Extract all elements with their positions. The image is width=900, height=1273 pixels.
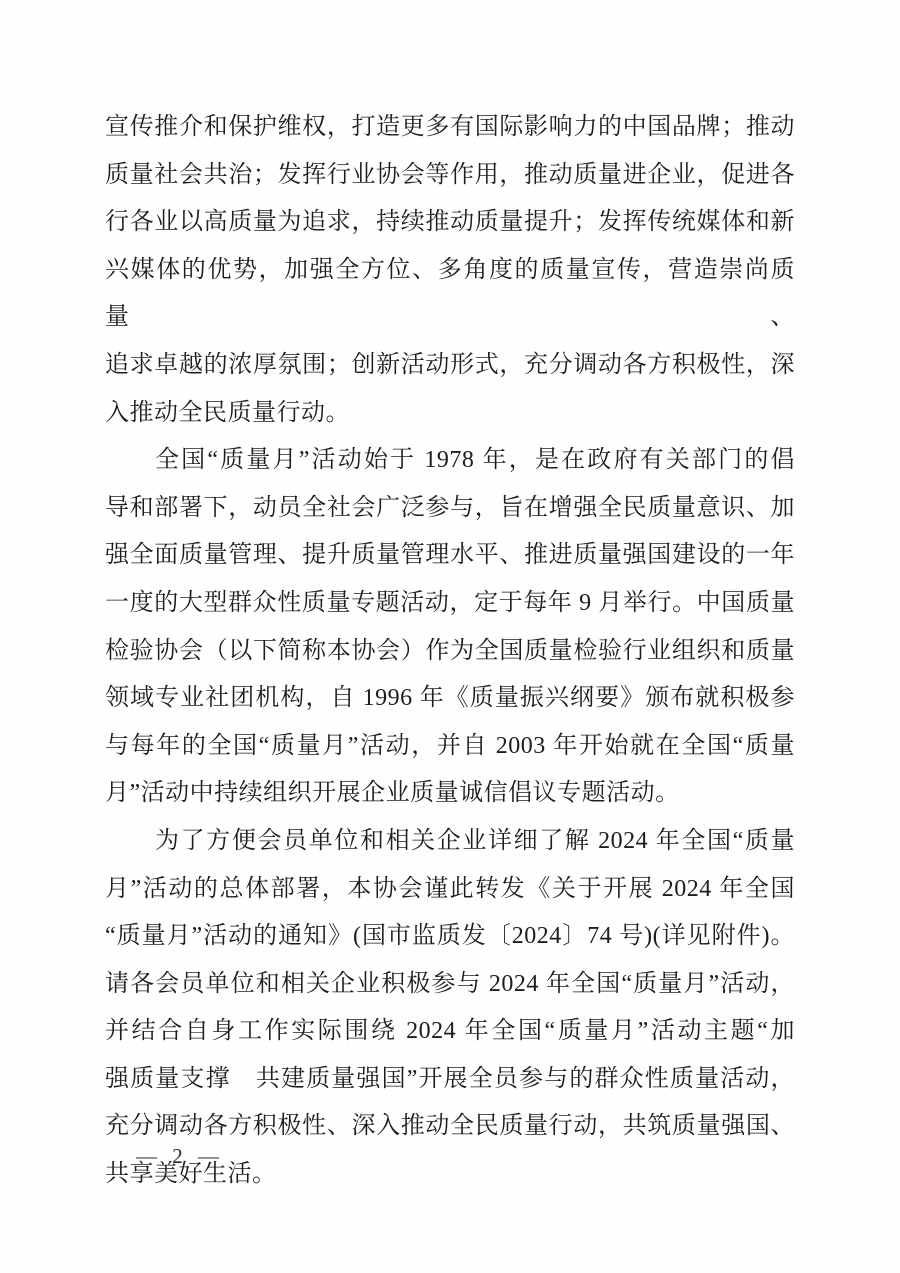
document-line: 追求卓越的浓厚氛围；创新活动形式，充分调动各方积极性，深: [105, 351, 795, 378]
document-line: “质量月”活动的通知》(国市监质发〔2024〕74 号)(详见附件)。: [105, 923, 795, 950]
document-line: 兴媒体的优势，加强全方位、多角度的质量宣传，营造崇尚质量、: [105, 256, 795, 331]
document-line: 质量社会共治；发挥行业协会等作用，推动质量进企业，促进各: [105, 161, 795, 188]
document-line: 领域专业社团机构，自 1996 年《质量振兴纲要》颁布就积极参: [105, 685, 795, 712]
document-line: 入推动全民质量行动。: [105, 399, 350, 426]
document-line: 一度的大型群众性质量专题活动，定于每年 9 月举行。中国质量: [105, 589, 795, 616]
document-line: 月”活动的总体部署，本协会谨此转发《关于开展 2024 年全国: [105, 875, 795, 902]
document-line: 强质量支撑 共建质量强国”开展全员参与的群众性质量活动，: [105, 1065, 795, 1092]
document-line: 导和部署下，动员全社会广泛参与，旨在增强全民质量意识、加: [105, 494, 795, 521]
document-line: 与每年的全国“质量月”活动，并自 2003 年开始就在全国“质量: [105, 732, 795, 759]
document-line: 请各会员单位和相关企业积极参与 2024 年全国“质量月”活动，: [105, 970, 795, 997]
document-line: 宣传推介和保护维权，打造更多有国际影响力的中国品牌；推动: [105, 114, 795, 140]
document-line: 充分调动各方积极性、深入推动全民质量行动，共筑质量强国、: [105, 1113, 795, 1140]
document-line: 月”活动中持续组织开展企业质量诚信倡议专题活动。: [105, 780, 680, 807]
document-line: 强全面质量管理、提升质量管理水平、推进质量强国建设的一年: [105, 542, 795, 569]
document-line: 检验协会（以下简称本协会）作为全国质量检验行业组织和质量: [105, 637, 795, 664]
page-number: — 2 —: [136, 1144, 224, 1168]
document-line: 并结合自身工作实际围绕 2024 年全国“质量月”活动主题“加: [105, 1018, 795, 1045]
document-body: [105, 104, 795, 1199]
document-line: 行各业以高质量为追求，持续推动质量提升；发挥传统媒体和新: [105, 209, 795, 236]
document-line: 共享美好生活。: [105, 1161, 277, 1188]
document-line: 为了方便会员单位和相关企业详细了解 2024 年全国“质量: [155, 827, 795, 854]
document-line: 全国“质量月”活动始于 1978 年，是在政府有关部门的倡: [155, 447, 795, 474]
